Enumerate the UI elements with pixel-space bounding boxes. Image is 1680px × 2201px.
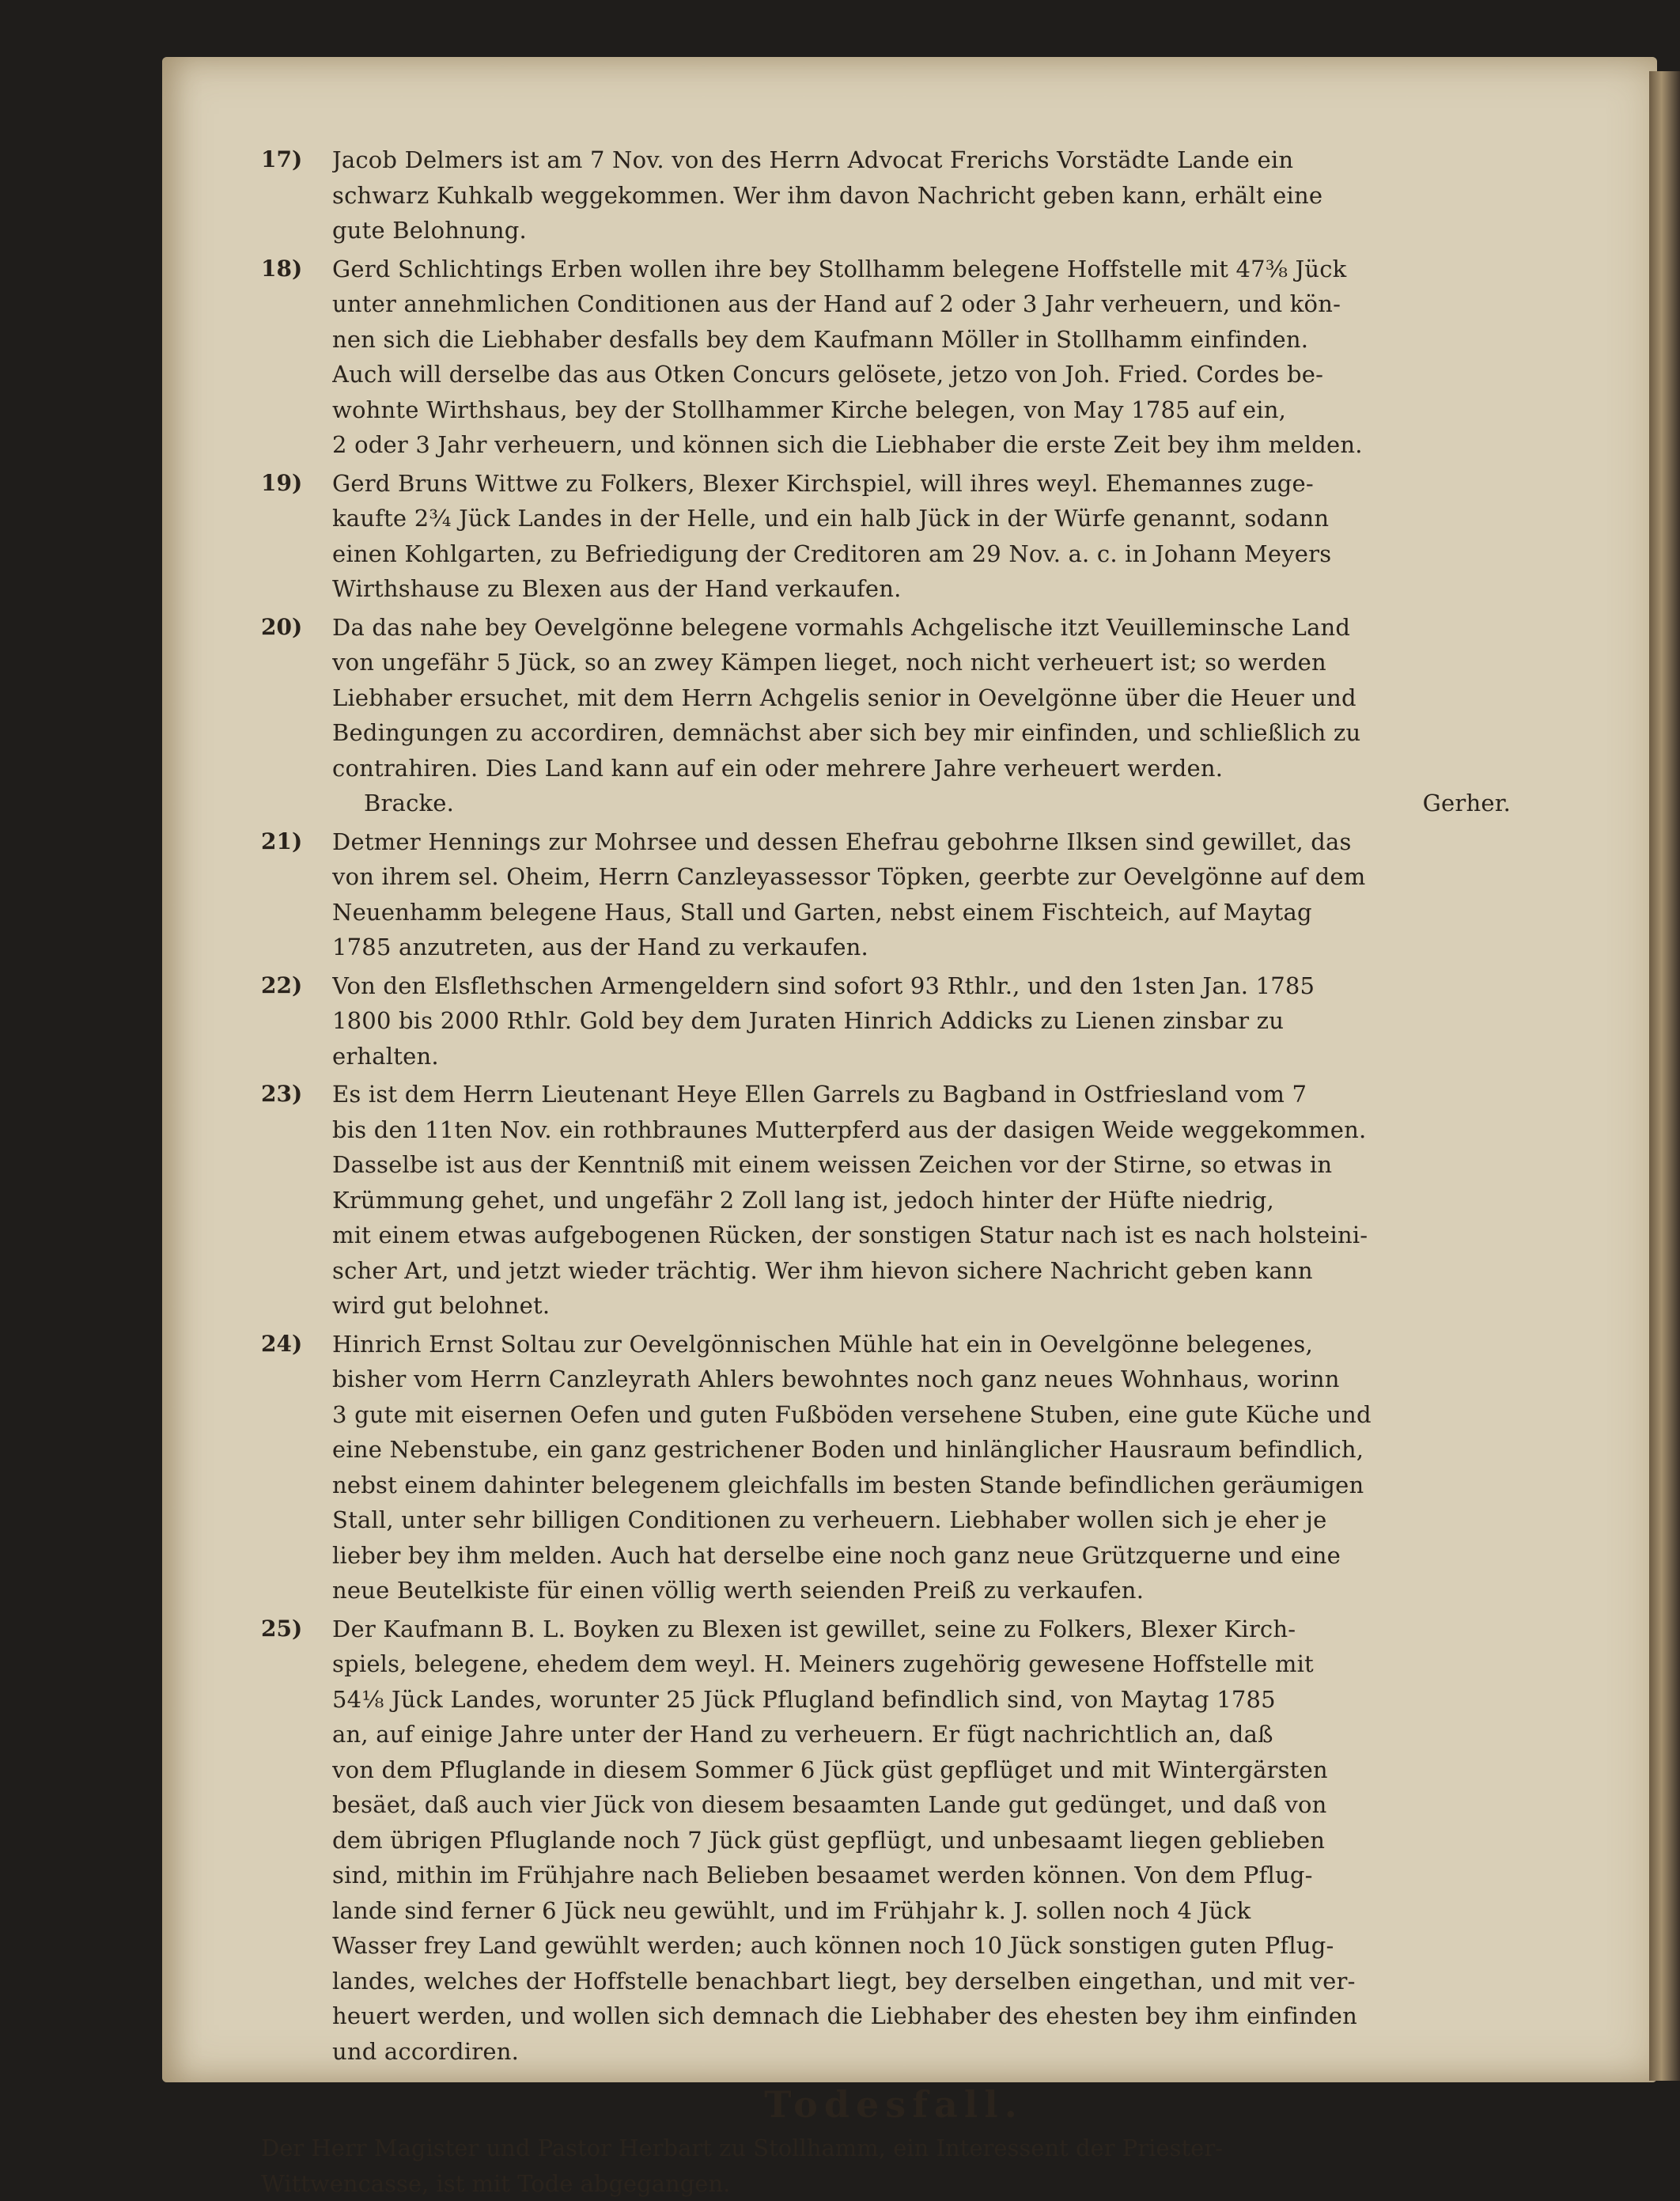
text-line: einen Kohlgarten, zu Befriedigung der Creditoren am 29 Nov. a. c. in Johann Meyers [332,536,1527,572]
text-line: Der Herr Magister und Pastor Herbart zu Stollhamm, ein Interessent der Priester- [261,2131,1527,2166]
entry-text [332,824,1527,965]
text-line: unter annehmlichen Conditionen aus der Hand auf 2 oder 3 Jahr verheuern, und kön- [332,286,1527,322]
death-notice [261,2131,1527,2201]
entry-17 [261,142,1527,248]
text-line: scher Art, und jetzt wieder trächtig. Wer ihm hievon sichere Nachricht geben kann [332,1253,1527,1289]
text-line: kaufte 2¾ Jück Landes in der Helle, und ein halb Jück in der Würfe genannt, sodann [332,501,1527,536]
section-title: Todesfall. [261,2083,1527,2126]
text-line: Wirthshause zu Blexen aus der Hand verkaufen. [332,571,1527,607]
signature-right: Gerher. [1423,786,1511,821]
text-line: und accordiren. [332,2034,1527,2070]
text-line: contrahiren. Dies Land kann auf ein oder mehrere Jahre verheuert werden. [332,751,1527,786]
entry-number: 17) [261,142,332,248]
text-line: 2 oder 3 Jahr verheuern, und können sich die Liebhaber die erste Zeit bey ihm melden. [332,427,1527,463]
text-line: bis den 11ten Nov. ein rothbraunes Mutterpferd aus der dasigen Weide weggekommen. [332,1112,1527,1148]
text-line: lieber bey ihm melden. Auch hat derselbe eine noch ganz neue Grützquerne und eine [332,1538,1527,1574]
book-edge [1649,71,1680,2081]
text-line: bisher vom Herrn Canzleyrath Ahlers bewohntes noch ganz neues Wohnhaus, worinn [332,1362,1527,1397]
text-line: von ihrem sel. Oheim, Herrn Canzleyassessor Töpken, geerbte zur Oevelgönne auf dem [332,859,1527,895]
text-line: 1800 bis 2000 Rthlr. Gold bey dem Juraten Hinrich Addicks zu Lienen zinsbar zu [332,1003,1527,1039]
text-line: an, auf einige Jahre unter der Hand zu verheuern. Er fügt nachrichtlich an, daß [332,1717,1527,1752]
entry-21 [261,824,1527,965]
entry-text [332,1327,1527,1608]
text-line: 1785 anzutreten, aus der Hand zu verkaufen. [332,930,1527,965]
entry-number: 20) [261,610,332,821]
entry-number: 25) [261,1612,332,2070]
entry-text [332,252,1527,463]
text-line: sind, mithin im Frühjahre nach Belieben besaamet werden können. Von dem Pflug- [332,1858,1527,1893]
entry-22 [261,968,1527,1074]
signature-left: Bracke. [364,786,454,821]
entry-text [332,466,1527,607]
entry-18 [261,252,1527,463]
entry-20 [261,610,1527,821]
text-line: Liebhaber ersuchet, mit dem Herrn Achgelis senior in Oevelgönne über die Heuer und [332,680,1527,716]
text-line: von dem Pfluglande in diesem Sommer 6 Jück güst gepflüget und mit Wintergärsten [332,1752,1527,1788]
text-line: landes, welches der Hoffstelle benachbart liegt, bey derselben eingethan, und mit ver- [332,1964,1527,1999]
text-line: Der Kaufmann B. L. Boyken zu Blexen ist gewillet, seine zu Folkers, Blexer Kirch- [332,1612,1527,1647]
text-line: schwarz Kuhkalb weggekommen. Wer ihm davon Nachricht geben kann, erhält eine [332,178,1527,214]
entry-number: 18) [261,252,332,463]
entry-number: 22) [261,968,332,1074]
text-line: wohnte Wirthshaus, bey der Stollhammer Kirche belegen, von May 1785 auf ein, [332,392,1527,428]
text-line: Wasser frey Land gewühlt werden; auch können noch 10 Jück sonstigen guten Pflug- [332,1928,1527,1964]
text-line: Dasselbe ist aus der Kenntniß mit einem weissen Zeichen vor der Stirne, so etwas in [332,1147,1527,1183]
text-line: Auch will derselbe das aus Otken Concurs gelösete, jetzo von Joh. Fried. Cordes be- [332,357,1527,392]
entry-number: 21) [261,824,332,965]
text-line: wird gut belohnet. [332,1288,1527,1324]
text-line: Gerd Schlichtings Erben wollen ihre bey Stollhamm belegene Hoffstelle mit 47⅜ Jück [332,252,1527,287]
text-line: Wittwencasse, ist mit Tode abgegangen. [261,2166,1527,2201]
text-line: erhalten. [332,1039,1527,1074]
entry-text [332,968,1527,1074]
entry-text [332,1077,1527,1324]
text-line: besäet, daß auch vier Jück von diesem besaamten Lande gut gedünget, und daß von [332,1787,1527,1823]
text-line: nebst einem dahinter belegenem gleichfalls im besten Stande befindlichen geräumigen [332,1468,1527,1503]
text-line: Krümmung gehet, und ungefähr 2 Zoll lang ist, jedoch hinter der Hüfte niedrig, [332,1183,1527,1218]
text-line: Hinrich Ernst Soltau zur Oevelgönnischen Mühle hat ein in Oevelgönne belegenes, [332,1327,1527,1362]
text-line: Von den Elsflethschen Armengeldern sind sofort 93 Rthlr., und den 1sten Jan. 1785 [332,968,1527,1004]
entry-number: 23) [261,1077,332,1324]
text-line: Jacob Delmers ist am 7 Nov. von des Herrn Advocat Frerichs Vorstädte Lande ein [332,142,1527,178]
text-line: Es ist dem Herrn Lieutenant Heye Ellen Garrels zu Bagband in Ostfriesland vom 7 [332,1077,1527,1112]
entry-23 [261,1077,1527,1324]
text-line: Bedingungen zu accordiren, demnächst aber sich bey mir einfinden, und schließlich zu [332,715,1527,751]
entry-text [332,610,1527,821]
text-line: heuert werden, und wollen sich demnach die Liebhaber des ehesten bey ihm einfinden [332,1998,1527,2034]
entry-25 [261,1612,1527,2070]
text-line: dem übrigen Pfluglande noch 7 Jück güst gepflügt, und unbesaamt liegen geblieben [332,1823,1527,1858]
entry-number: 24) [261,1327,332,1608]
text-line: Gerd Bruns Wittwe zu Folkers, Blexer Kirchspiel, will ihres weyl. Ehemannes zuge- [332,466,1527,502]
text-line: mit einem etwas aufgebogenen Rücken, der sonstigen Statur nach ist es nach holsteini- [332,1218,1527,1253]
text-line: lande sind ferner 6 Jück neu gewühlt, und im Frühjahr k. J. sollen noch 4 Jück [332,1893,1527,1929]
text-line: nen sich die Liebhaber desfalls bey dem Kaufmann Möller in Stollhamm einfinden. [332,322,1527,358]
entry-24 [261,1327,1527,1608]
text-line: Detmer Hennings zur Mohrsee und dessen Ehefrau gebohrne Ilksen sind gewillet, das [332,824,1527,860]
text-line: 3 gute mit eisernen Oefen und guten Fußböden versehene Stuben, eine gute Küche und [332,1397,1527,1433]
text-line: 54⅛ Jück Landes, worunter 25 Jück Pflugland befindlich sind, von Maytag 1785 [332,1682,1527,1718]
signature-line [332,786,1527,821]
text-line: gute Belohnung. [332,213,1527,248]
entry-19 [261,466,1527,607]
text-line: von ungefähr 5 Jück, so an zwey Kämpen lieget, noch nicht verheuert ist; so werden [332,645,1527,680]
entry-number: 19) [261,466,332,607]
text-line: neue Beutelkiste für einen völlig werth seienden Preiß zu verkaufen. [332,1573,1527,1608]
text-line: eine Nebenstube, ein ganz gestrichener Boden und hinlänglicher Hausraum befindlich, [332,1432,1527,1468]
page-content [261,142,1527,2201]
text-line: Neuenhamm belegene Haus, Stall und Garten, nebst einem Fischteich, auf Maytag [332,895,1527,930]
text-line: Da das nahe bey Oevelgönne belegene vormahls Achgelische itzt Veuilleminsche Land [332,610,1527,646]
text-line: Stall, unter sehr billigen Conditionen zu verheuern. Liebhaber wollen sich je eher je [332,1502,1527,1538]
entry-text [332,142,1527,248]
text-line: spiels, belegene, ehedem dem weyl. H. Meiners zugehörig gewesene Hoffstelle mit [332,1646,1527,1682]
entry-text [332,1612,1527,2070]
